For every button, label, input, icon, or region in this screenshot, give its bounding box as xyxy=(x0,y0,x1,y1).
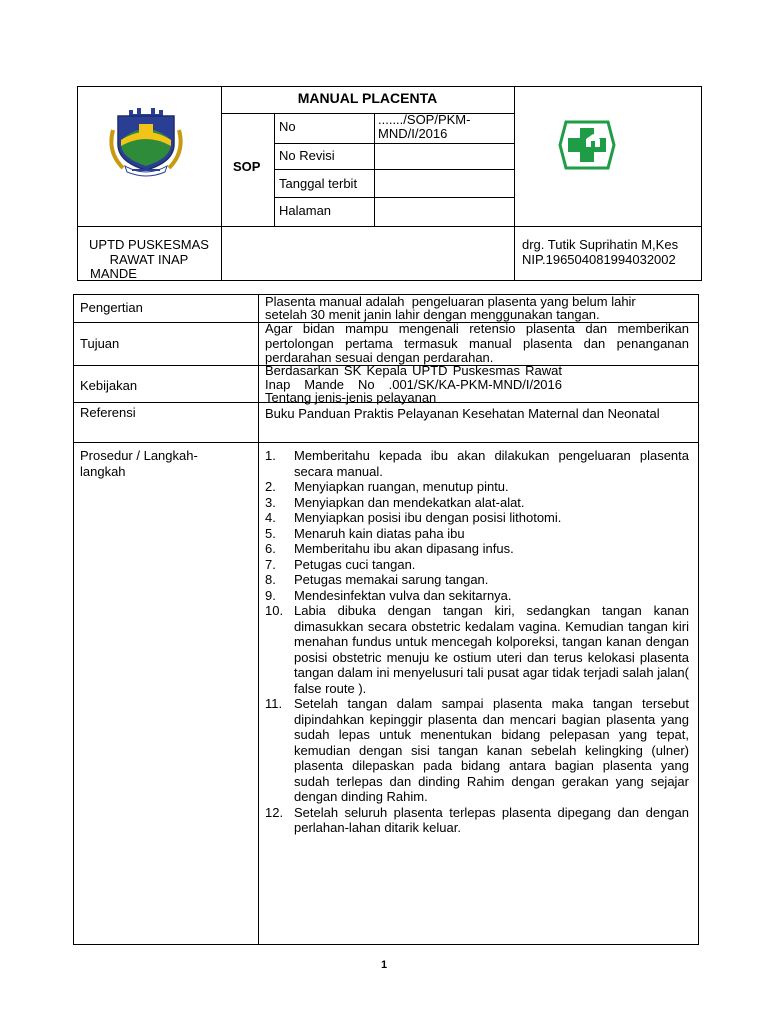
step-text: Setelah tangan dalam sampai plasenta maka tangan tersebut dipindahkan kepinggir plasenta dan mencari bagian plasenta yang sudah lepas untuk menentukan bidang pelepasan yang tepat, kemudian dengan sisi tangan kanan sebelah kelingking (ulner) plasenta dilepaskan pada bidang antara bagian plasenta yang sudah terlepas dan dinding Rahim dengan gerakan yang sejajar dengan dinding Rahim. xyxy=(294,696,689,804)
regency-shield-logo-icon xyxy=(105,100,187,178)
step-number: 5. xyxy=(265,525,276,541)
step-number: 2. xyxy=(265,479,276,494)
row-label-tanggal-terbit: Tanggal terbit xyxy=(279,176,358,191)
pengertian-label: Pengertian xyxy=(80,300,143,315)
row-label-halaman: Halaman xyxy=(279,203,332,218)
signatory-nip: NIP.196504081994032002 xyxy=(522,252,676,267)
list-item xyxy=(265,696,689,805)
signatory-name: drg. Tutik Suprihatin M,Kes xyxy=(522,237,679,252)
step-text: Setelah seluruh plasenta terlepas plasenta dipegang dan dengan perlahan-lahan ditarik keluar. xyxy=(294,804,689,835)
step-number: 10. xyxy=(265,603,284,618)
row-label-no: No xyxy=(279,119,296,134)
list-item xyxy=(265,510,689,526)
page-title: MANUAL PLACENTA xyxy=(297,90,438,106)
step-text: Menyiapkan posisi ibu dengan posisi lithotomi. xyxy=(294,510,562,525)
step-text: Petugas memakai sarung tangan. xyxy=(294,572,489,587)
tujuan-text: Agar bidan mampu mengenali retensio plasenta dan memberikan pertolongan pertama termasuk manual plasenta dan penanganan perdarahan sesuai dengan perdarahan. xyxy=(265,321,689,365)
step-text: Menyiapkan ruangan, menutup pintu. xyxy=(294,479,509,494)
step-number: 3. xyxy=(265,494,276,510)
step-text: Menaruh kain diatas paha ibu xyxy=(294,525,465,541)
kebijakan-text: Berdasarkan SK Kepala UPTD Puskesmas Rawat Inap Mande No .001/SK/KA-PKM-MND/I/2016 Tentang jenis-jenis pelayanan xyxy=(265,363,562,405)
list-item xyxy=(265,588,689,604)
step-text: Labia dibuka dengan tangan kiri, sedangkan tangan kanan dimasukkan secara obstetric kedalam vagina. Kemudian tangan kiri menahan fundus untuk mencegah kolporeksi, tangan kanan dengan posisi obstetric menuju ke ostium uteri dan terus kelokasi plasenta tangan dalam ini menyelusuri tali pusat agar tidak terjadi salah jalan( false route ). xyxy=(294,603,689,696)
step-number: 8. xyxy=(265,572,276,587)
procedure-steps-list xyxy=(265,448,689,836)
step-number: 7. xyxy=(265,556,276,572)
step-text: Memberitahu kepada ibu akan dilakukan pengeluaran plasenta secara manual. xyxy=(294,448,689,479)
list-item xyxy=(265,448,689,479)
list-item xyxy=(265,495,689,511)
step-number: 12. xyxy=(265,804,284,820)
step-text: Memberitahu ibu akan dipasang infus. xyxy=(294,541,514,556)
list-item xyxy=(265,541,689,557)
referensi-label: Referensi xyxy=(80,405,136,420)
prosedur-label: Prosedur / Langkah-langkah xyxy=(80,448,198,479)
pengertian-line-2: setelah 30 menit janin lahir dengan menggunakan tangan. xyxy=(265,307,600,322)
list-item xyxy=(265,603,689,696)
step-number: 11. xyxy=(265,696,283,711)
tujuan-label: Tujuan xyxy=(80,336,120,351)
institution-line-1: UPTD PUSKESMAS xyxy=(89,237,209,252)
step-text: Mendesinfektan vulva dan sekitarnya. xyxy=(294,587,512,603)
pengertian-line-1: Plasenta manual adalah pengeluaran plasenta yang belum lahir xyxy=(265,294,636,309)
step-text: Petugas cuci tangan. xyxy=(294,556,416,572)
row-label-no-revisi: No Revisi xyxy=(279,148,335,163)
step-number: 6. xyxy=(265,541,276,556)
list-item xyxy=(265,805,689,836)
step-number: 1. xyxy=(265,448,276,463)
step-number: 9. xyxy=(265,587,276,603)
step-text: Menyiapkan dan mendekatkan alat-alat. xyxy=(294,494,525,510)
row-value-no: ......./SOP/PKM-MND/I/2016 xyxy=(378,112,471,141)
step-number: 4. xyxy=(265,510,276,525)
institution-line-2: RAWAT INAP xyxy=(109,252,189,267)
page-number: 1 xyxy=(380,959,388,971)
list-item xyxy=(265,572,689,588)
sop-label: SOP xyxy=(233,159,261,174)
referensi-text: Buku Panduan Praktis Pelayanan Kesehatan Maternal dan Neonatal xyxy=(265,406,660,421)
list-item xyxy=(265,526,689,542)
kebijakan-label: Kebijakan xyxy=(80,378,138,393)
list-item xyxy=(265,479,689,495)
list-item xyxy=(265,557,689,573)
puskesmas-green-cross-logo-icon xyxy=(556,118,618,172)
institution-line-3: MANDE xyxy=(90,266,137,281)
